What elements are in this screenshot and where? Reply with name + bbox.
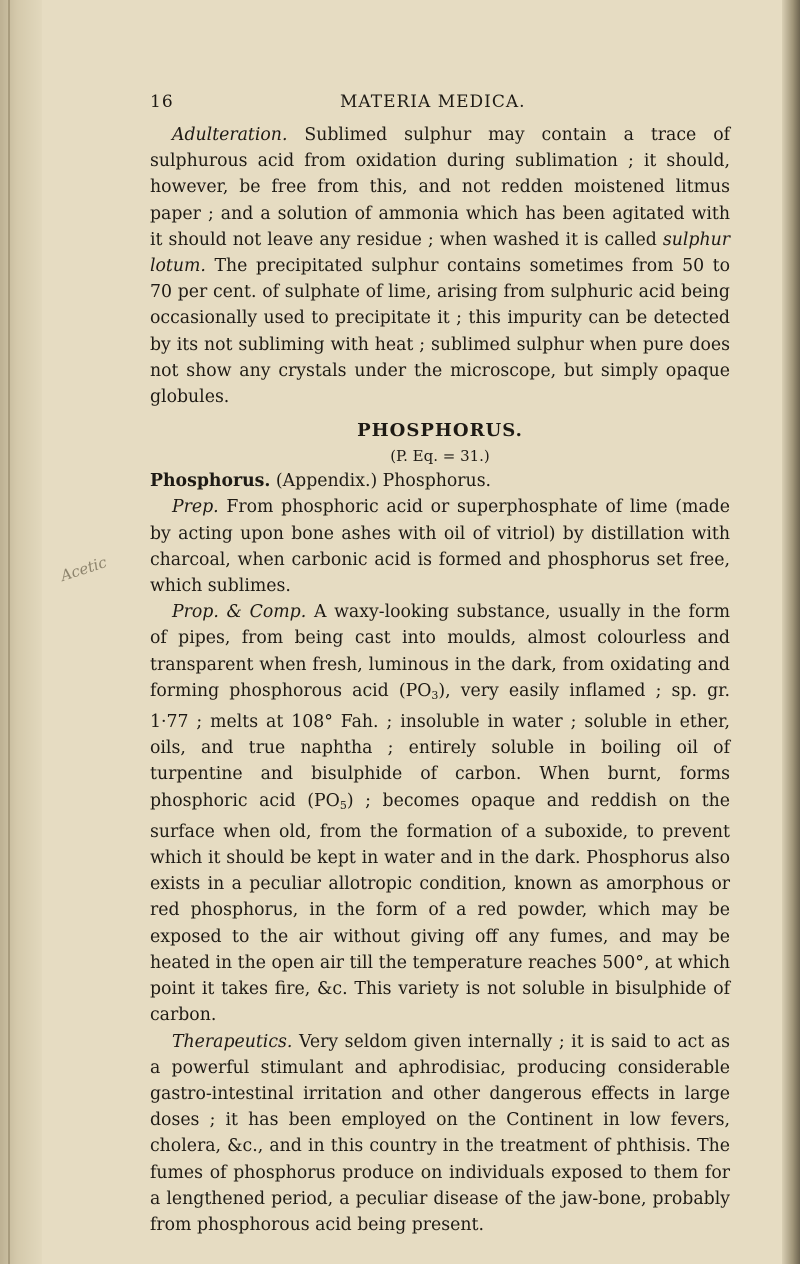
prep-text: From phosphoric acid or superphosphate of lime (made by acting upon bone ashes with oil of vitriol) by distillation with charcoal, when carbonic acid is formed and phosphorus set free, which sublimes. <box>150 497 730 597</box>
official-name: Phosphorus. <box>150 471 271 492</box>
adulteration-paragraph <box>150 122 730 410</box>
prop-lead: Prop. & Comp. <box>172 602 307 623</box>
sulphur-lotum: sulphur lotum. <box>150 229 731 277</box>
margin-annotation: Acetic <box>58 553 109 585</box>
equivalent-line: (P. Eq. = 31.) <box>390 447 490 466</box>
prop-paragraph <box>150 599 730 1028</box>
section-heading: PHOSPHORUS. <box>357 420 523 442</box>
official-text: (Appendix.) Phosphorus. <box>275 471 492 492</box>
subscript-3: 3 <box>431 688 439 702</box>
page-number: 16 <box>150 92 174 112</box>
running-head <box>150 92 730 122</box>
subscript-5: 5 <box>339 798 347 812</box>
prop-text-2: ), very easily inflamed ; sp. gr. 1·77 ; melts at 108° Fah. ; insoluble in water ; soluble in ether, oils, and true naphtha ; entirely soluble in boiling oil of turpentine and bisulphide of carbon. When burnt, forms phosphoric acid (PO <box>150 680 730 811</box>
therapeutics-text: Very seldom given internally ; it is said to act as a powerful stimulant and aphrodisiac, producing considerable gastro-intestinal irritation and other dangerous effects in large doses ; it has been employed on the Continent in low fevers, cholera, &c., and in this country in the treatment of phthisis. The fumes of phosphorus produce on individuals exposed to them for a lengthened period, a peculiar disease of the jaw-bone, probably from phosphorous acid being present. <box>150 1031 731 1235</box>
prop-text-1: A waxy-looking substance, usually in the form of pipes, from being cast into moulds, almost colourless and transparent when fresh, luminous in the dark, from oxidating and forming phosphorous acid (PO <box>150 602 730 701</box>
adulteration-text: Sublimed sulphur may contain a trace of sulphurous acid from oxidation during sublimation ; it should, however, be free from this, and not redden moistened litmus paper ; and a solution of ammonia which has been agitated with it should not leave any residue ; when washed it is called <box>150 125 730 250</box>
book-spine <box>0 0 42 1264</box>
official-paragraph <box>150 468 730 494</box>
adulteration-lead: Adulteration. <box>172 125 288 145</box>
therapeutics-paragraph <box>150 1029 730 1239</box>
prep-lead: Prep. <box>172 497 219 518</box>
page-body <box>150 92 730 1238</box>
therapeutics-lead: Therapeutics. <box>172 1031 293 1052</box>
adulteration-text-2: The precipitated sulphur contains sometimes from 50 to 70 per cent. of sulphate of lime, arising from sulphuric acid being occasionally used to precipitate it ; this impurity can be detected by its not subliming with heat ; sublimed sulphur when pure does not show any crystals under the microscope, but simply opaque globules. <box>150 256 730 408</box>
prop-text-3: ) ; becomes opaque and reddish on the surface when old, from the formation of a suboxide, to prevent which it should be kept in water and in the dark. Phosphorus also exists in a peculiar allotropic condition, known as amorphous or red phosphorus, in the form of a red powder, which may be exposed to the air without giving off any fumes, and may be heated in the open air till the temperature reaches 500°, at which point it takes fire, &c. This variety is not soluble in bisulphide of carbon. <box>150 790 730 1026</box>
running-title: MATERIA MEDICA. <box>340 92 526 112</box>
page-edge <box>782 0 800 1264</box>
prep-paragraph <box>150 494 730 599</box>
